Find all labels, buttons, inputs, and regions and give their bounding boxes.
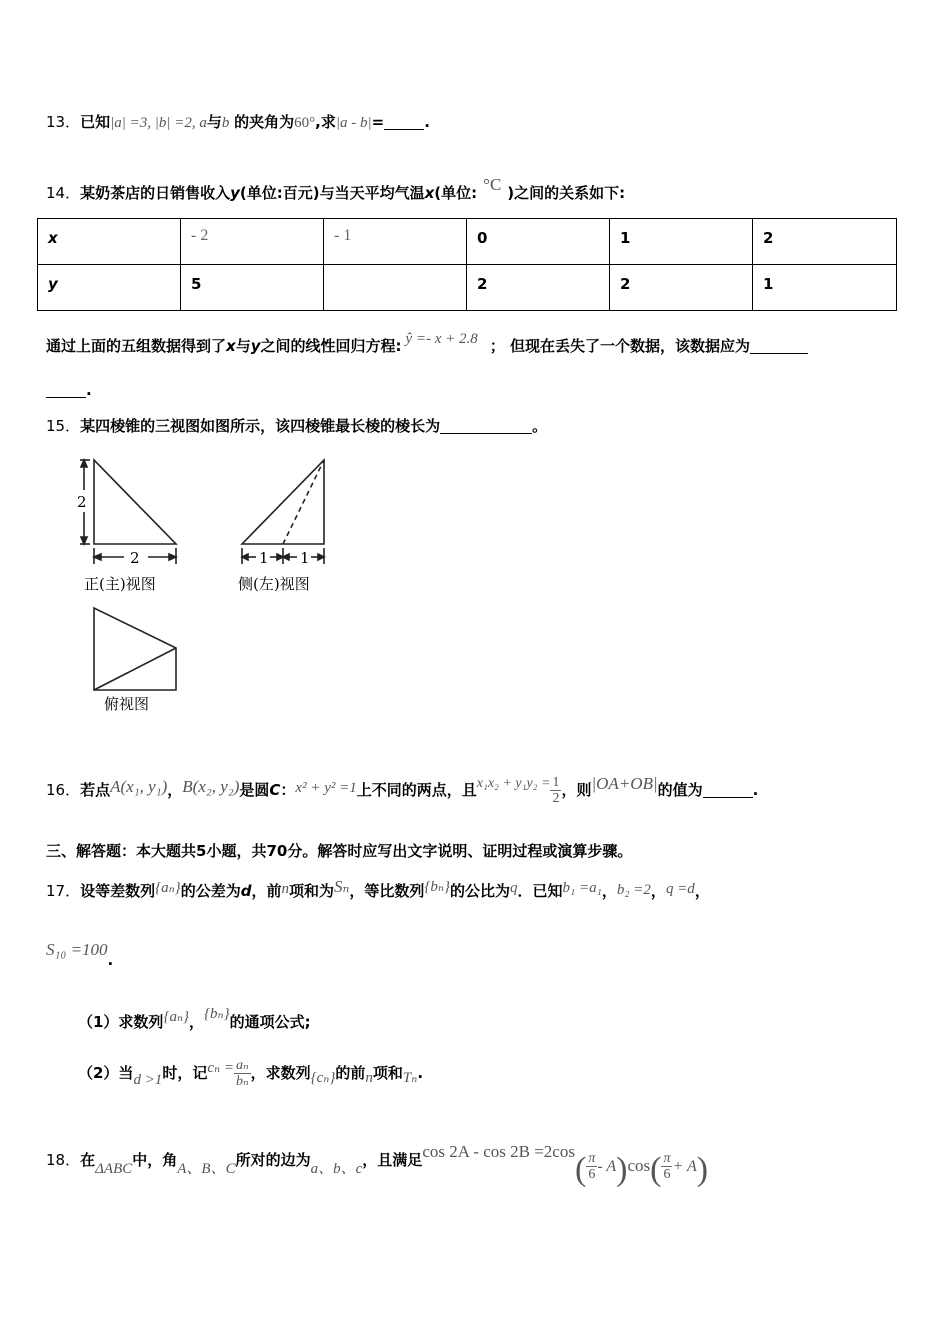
answer-blank[interactable]	[750, 339, 808, 354]
svg-text:2: 2	[77, 493, 87, 511]
q17-part1: （1）求数列{aₙ}，{bₙ}的通项公式;	[78, 1006, 311, 1031]
q14: 14．某奶茶店的日销售收入y(单位:百元)与当天平均气温x(单位: °C )之间的关系如下:	[46, 175, 626, 202]
side-view	[242, 460, 324, 544]
q13-number: 13．	[46, 113, 81, 131]
q15: 15．某四棱锥的三视图如图所示，该四棱锥最长棱的棱长为 。	[46, 417, 548, 435]
svg-text:1: 1	[259, 549, 269, 567]
answer-blank[interactable]	[46, 383, 86, 398]
top-view-label: 俯视图	[104, 695, 150, 713]
answer-blank[interactable]	[440, 419, 532, 434]
q14-blank-cont: .	[46, 381, 92, 399]
svg-text:2: 2	[130, 549, 140, 567]
front-view-label: 正(主)视图	[84, 575, 156, 593]
table-row: x - 2 - 1 0 1 2	[38, 219, 897, 265]
regression-equation: ŷ =- x + 2.8	[405, 331, 478, 347]
table-row: y 5 2 2 1	[38, 265, 897, 311]
q14-regression: 通过上面的五组数据得到了x与y之间的线性回归方程: ŷ =- x + 2.8 ； 但现在丢失了一个数据，该数据应为	[46, 331, 808, 356]
three-view-figure	[60, 450, 360, 720]
q13: 13．已知|a| =3, |b| =2, a与b 的夹角为60°,求|a - b|= .	[46, 113, 430, 131]
top-view	[94, 608, 176, 690]
section-heading: 三、解答题：本大题共5小题，共70分。解答时应写出文字说明、证明过程或演算步骤。	[46, 842, 633, 860]
svg-text:1: 1	[300, 549, 310, 567]
answer-blank[interactable]	[703, 783, 753, 798]
side-view-label: 侧(左)视图	[238, 575, 310, 593]
q17-part2: （2）当d >1时，记cₙ = $\frac{\text{aₙ}}{\text{bₙ}}$ ，求数列{cₙ}的前n项和Tₙ.	[78, 1058, 424, 1089]
fraction-cn: $\frac{\text{aₙ}}{\text{bₙ}}$	[235, 1058, 249, 1089]
q18: 18．在ΔABC中，角A、B、C所对的边为a、b、c，且满足cos 2A - cos 2B =2cos( $\frac{\pi}{6}$ - A)cos( $\frac{\pi}{6}$ + A)	[46, 1142, 709, 1188]
data-table	[37, 218, 897, 311]
q17: 17．设等差数列{aₙ}的公差为d，前n项和为Sₙ，等比数列{bₙ}的公比为q．已知b₁ =a₁，b₂ =2，q =d，	[46, 877, 710, 900]
front-view	[94, 460, 176, 544]
q17-s10: S₁₀ =100.	[46, 940, 114, 969]
fraction-half: $\frac{1}{2}$	[552, 775, 560, 806]
answer-blank[interactable]	[384, 115, 424, 130]
q16: 16．若点A(x₁, y₁)，B(x₂, y₂)是圆C：x² + y² =1上不同的两点，且x₁x₂ + y₁y₂ = $\frac{1}{2}$ ，则|OA+OB|的值为 .	[46, 774, 759, 806]
